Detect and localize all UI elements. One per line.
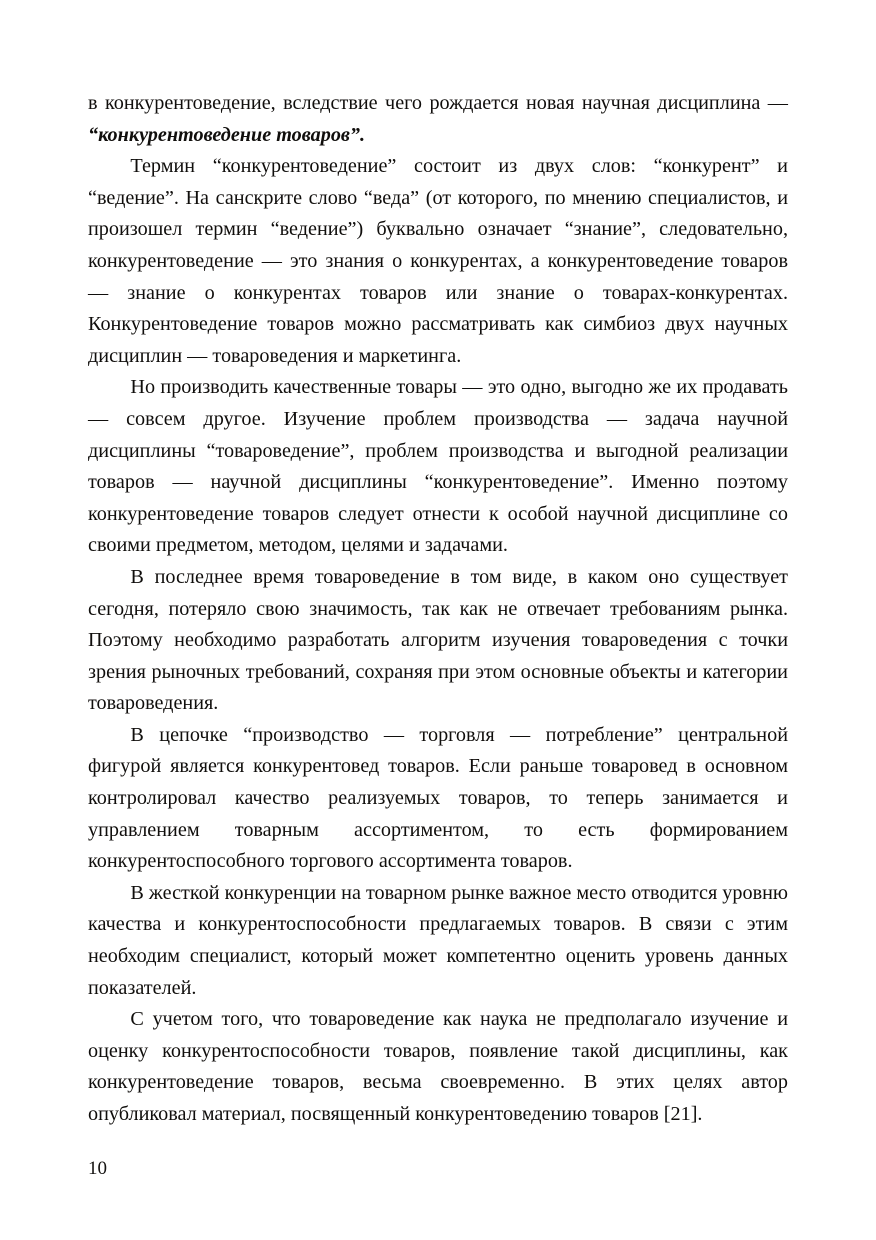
paragraph-6	[88, 878, 788, 1004]
page-body-text	[88, 88, 788, 1131]
text-run: С учетом того, что товароведение как наука не предполагало изучение и оценку конкурентоспособности товаров, появление такой дисциплины, как конкурентоведение товаров, весьма своевременно. В этих целях автор опубликовал материал, посвященный конкурентоведению товаров [21].	[88, 1008, 788, 1125]
text-run: в конкурентоведение, вследствие чего рождается новая научная дисциплина —	[88, 92, 788, 114]
paragraph-4	[88, 562, 788, 720]
text-run: В последнее время товароведение в том виде, в каком оно существует сегодня, потеряло свою значимость, так как не отвечает требованиям рынка. Поэтому необходимо разработать алгоритм изучения товароведения с точки зрения рыночных требований, сохраняя при этом основные объекты и категории товароведения.	[88, 565, 788, 715]
paragraph-3	[88, 372, 788, 562]
paragraph-5	[88, 720, 788, 878]
paragraph-1	[88, 88, 788, 151]
text-run: В жесткой конкуренции на товарном рынке важное место отводится уровню качества и конкурентоспособности предлагаемых товаров. В связи с этим необходим специалист, который может компетентно оценить уровень данных показателей.	[88, 881, 788, 999]
emphasized-term: “конкурентоведение товаров”.	[88, 123, 366, 146]
text-run: Но производить качественные товары — это одно, выгодно же их продавать — совсем другое. Изучение проблем производства — задача научной дисциплины “товароведение”, проблем производства и выгодной реализации товаров — научной дисциплины “конкурентоведение”. Именно поэтому конкурентоведение товаров следует отнести к особой научной дисциплине со своими предметом, методом, целями и задачами.	[88, 376, 788, 557]
paragraph-2	[88, 151, 788, 372]
paragraph-7	[88, 1004, 788, 1130]
text-run: В цепочке “производство — торговля — потребление” центральной фигурой является конкурентовед товаров. Если раньше товаровед в основном контролировал качество реализуемых товаров, то теперь занимается и управлением товарным ассортиментом, то есть формированием конкурентоспособного торгового ассортимента товаров.	[88, 723, 788, 873]
page-number: 10	[88, 1158, 107, 1179]
text-run: Термин “конкурентоведение” состоит из двух слов: “конкурент” и “ведение”. На санскрите слово “веда” (от которого, по мнению специалистов, и произошел термин “ведение”) буквально означает “знание”, следовательно, конкурентоведение — это знания о конкурентах, а конкурентоведение товаров — знание о конкурентах товаров или знание о товарах-конкурентах. Конкурентоведение товаров можно рассматривать как симбиоз двух научных дисциплин — товароведения и маркетинга.	[88, 155, 788, 367]
